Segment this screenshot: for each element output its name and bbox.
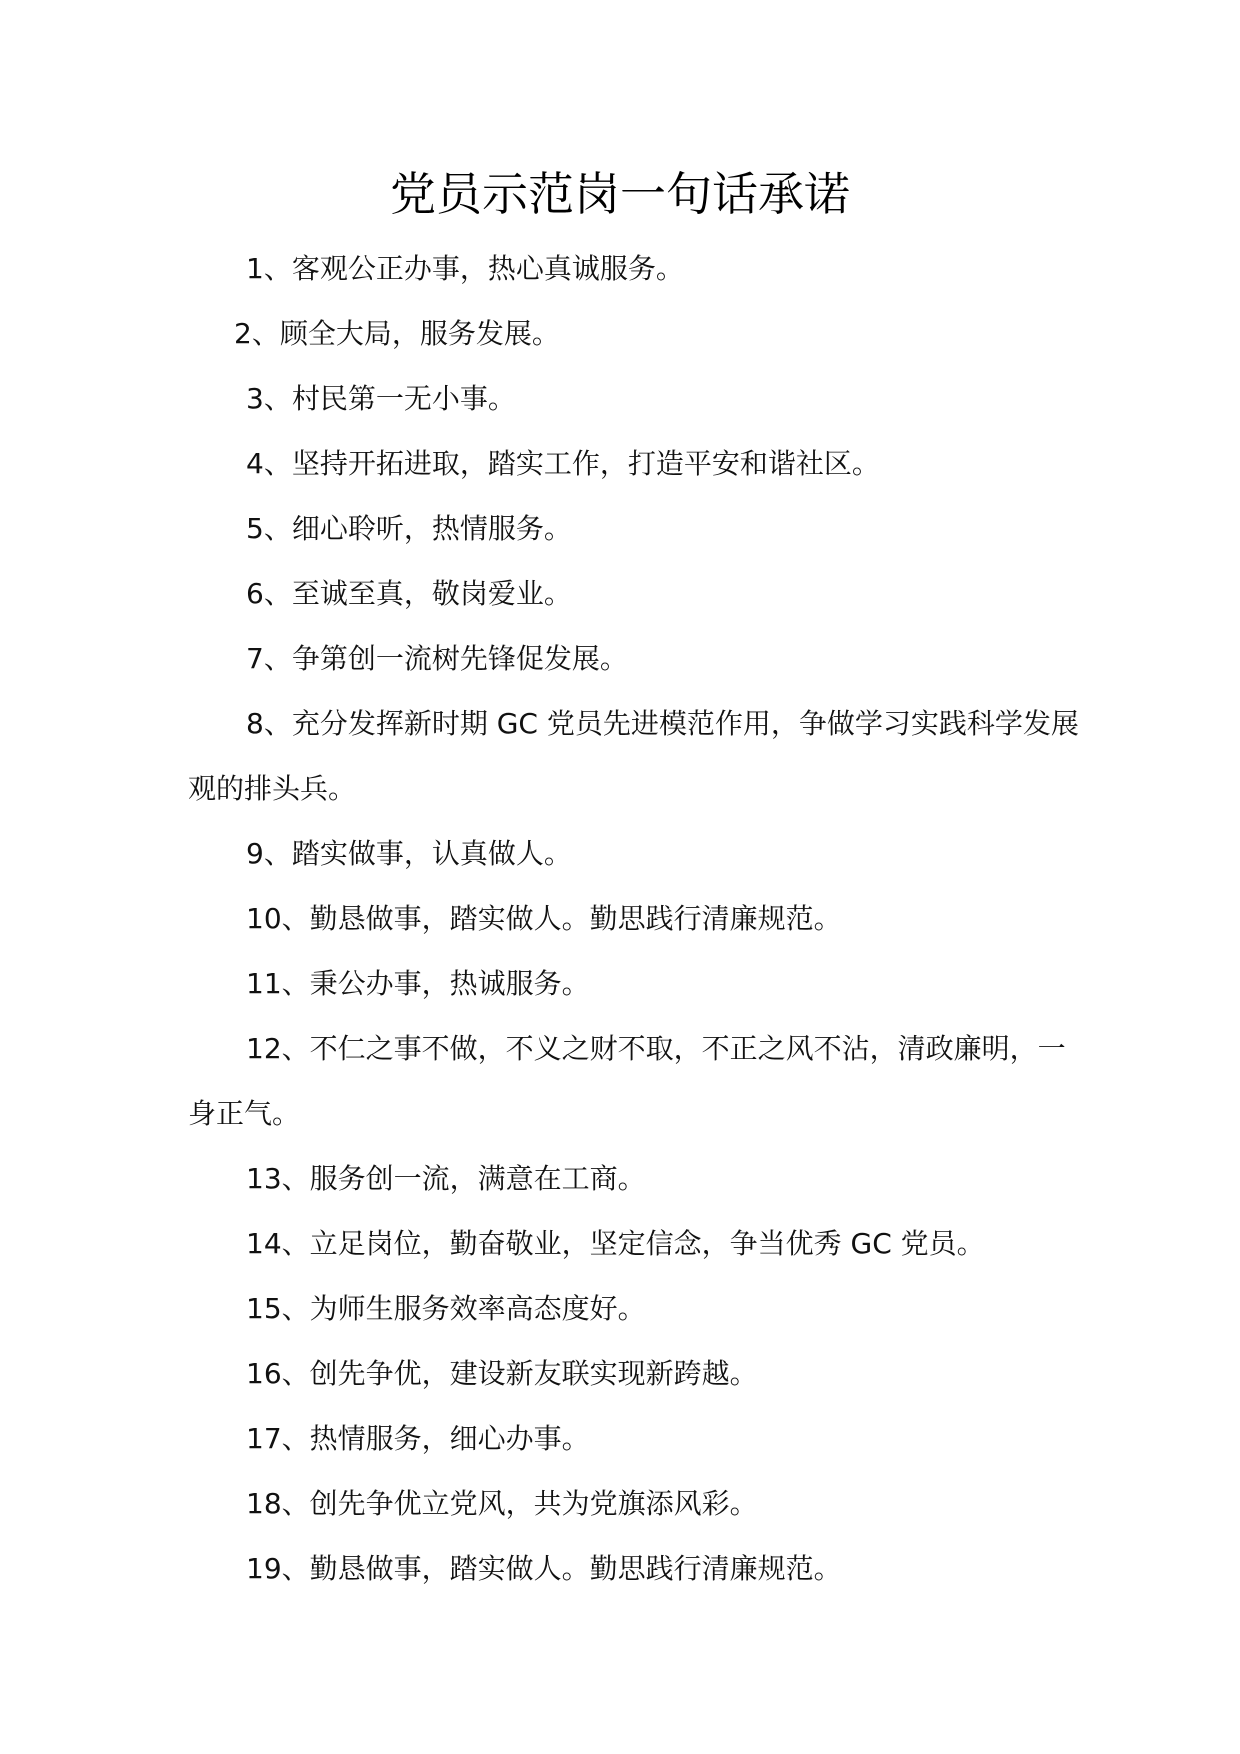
list-item: 10、勤恳做事，踏实做人。勤思践行清廉规范。: [246, 902, 842, 935]
list-item: 9、踏实做事，认真做人。: [246, 837, 572, 870]
list-item: 11、秉公办事，热诚服务。: [246, 967, 590, 1000]
list-item: 6、至诚至真，敬岗爱业。: [246, 577, 572, 610]
list-item: 4、坚持开拓进取，踏实工作，打造平安和谐社区。: [246, 447, 880, 480]
list-item: 18、创先争优立党风，共为党旗添风彩。: [246, 1487, 758, 1520]
list-item: 15、为师生服务效率高态度好。: [246, 1292, 646, 1325]
list-item: 12、不仁之事不做，不义之财不取，不正之风不沾，清政廉明，一身正气。: [188, 1032, 1066, 1130]
list-item: 14、立足岗位，勤奋敬业，坚定信念，争当优秀 GC 党员。: [246, 1227, 985, 1260]
list-item: 16、创先争优，建设新友联实现新跨越。: [246, 1357, 758, 1390]
list-item: 3、村民第一无小事。: [246, 382, 516, 415]
list-item: 7、争第创一流树先锋促发展。: [246, 642, 628, 675]
list-item: 2、顾全大局，服务发展。: [234, 317, 560, 350]
commitment-list: [188, 236, 1088, 1601]
list-item: 19、勤恳做事，踏实做人。勤思践行清廉规范。: [246, 1552, 842, 1585]
list-item: 8、充分发挥新时期 GC 党员先进模范作用，争做学习实践科学发展观的排头兵。: [188, 707, 1079, 805]
list-item: 17、热情服务，细心办事。: [246, 1422, 590, 1455]
list-item: 5、细心聆听，热情服务。: [246, 512, 572, 545]
list-item: 1、客观公正办事，热心真诚服务。: [246, 252, 684, 285]
list-item: 13、服务创一流，满意在工商。: [246, 1162, 646, 1195]
document-title: 党员示范岗一句话承诺: [390, 167, 850, 221]
